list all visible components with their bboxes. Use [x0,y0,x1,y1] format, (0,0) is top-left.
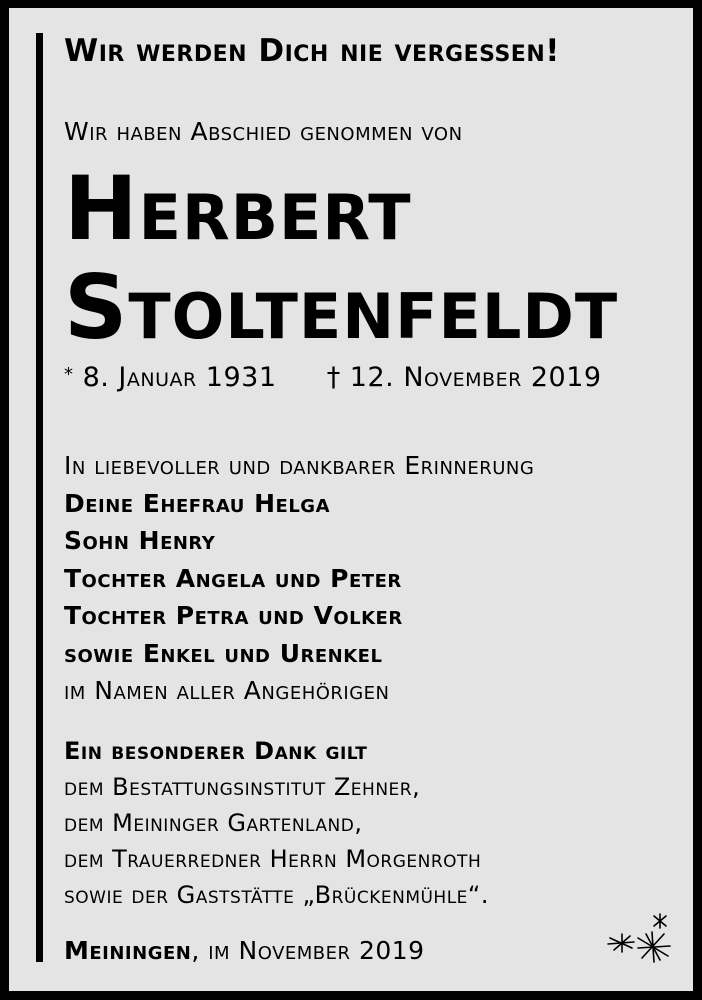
mourner-line: Tochter Petra und Volker [64,601,403,630]
footer-place: Meiningen [64,936,192,965]
footer-place-date [64,936,425,965]
mourner-line: Tochter Angela und Peter [64,563,402,593]
vertical-rule [36,33,43,962]
death-symbol: † [326,362,341,393]
death-date: 12. November 2019 [349,362,602,393]
thanks-line: dem Meininger Gartenland, [64,809,363,837]
birth-symbol: * [64,364,74,385]
thanks-line: dem Trauerredner Herrn Morgenroth [64,845,482,873]
mourner-line: Deine Ehefrau Helga [64,488,330,518]
mourner-line: In liebevoller und dankbarer Erinnerung [64,451,535,480]
mourners-block [64,447,534,710]
birth-date: 8. Januar 1931 [82,362,277,393]
mourner-line: Sohn Henry [64,526,216,555]
ornament-icon [602,912,672,968]
first-name: Herbert [64,157,412,260]
headline: Wir werden Dich nie vergessen! [64,33,560,69]
life-dates [64,362,602,393]
thanks-line: Ein besonderer Dank gilt [64,737,368,765]
mourner-line: im Namen aller Angehörigen [64,676,390,705]
mourner-line: sowie Enkel und Urenkel [64,638,383,668]
intro-text: Wir haben Abschied genommen von [64,117,463,146]
footer-date: , im November 2019 [191,936,425,965]
last-name: Stoltenfeldt [64,256,619,359]
thanks-line: sowie der Gaststätte „Brückenmühle“. [64,881,489,909]
thanks-block [64,733,489,913]
thanks-line: dem Bestattungsinstitut Zehner, [64,773,421,801]
